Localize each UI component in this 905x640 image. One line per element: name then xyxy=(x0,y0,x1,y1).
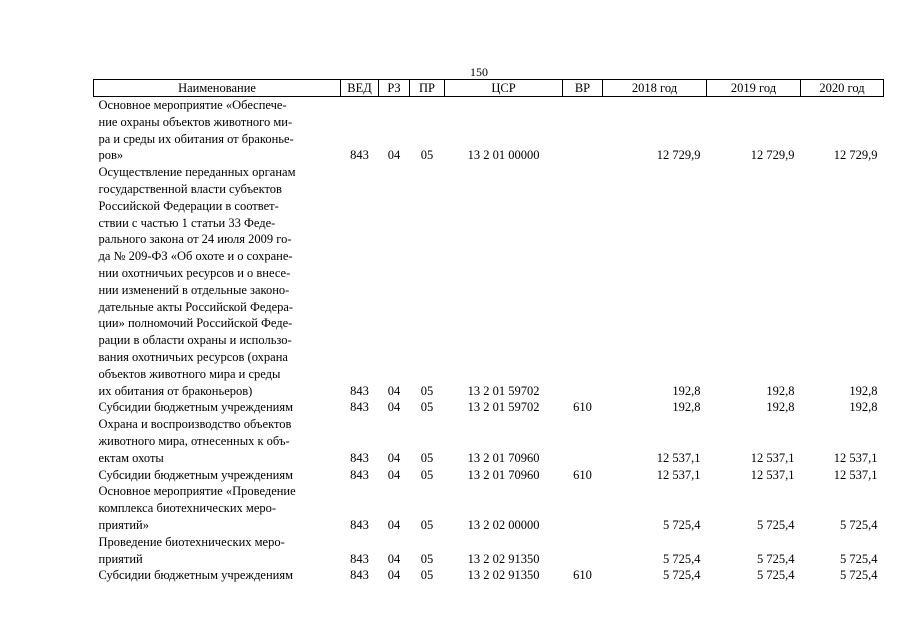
row-2019-value: 5 725,4 xyxy=(757,551,795,566)
row-pr: 05 xyxy=(420,148,434,163)
header-2019: 2019 год xyxy=(707,80,801,97)
row-vr xyxy=(563,164,603,399)
row-rz: 04 xyxy=(387,517,401,532)
row-ved: 843 xyxy=(350,400,369,415)
row-rz: 04 xyxy=(387,551,401,566)
header-2018: 2018 год xyxy=(603,80,707,97)
row-2020-value: 5 725,4 xyxy=(840,551,878,566)
row-name: Субсидии бюджетным учреждениям xyxy=(98,400,294,415)
row-2018-value: 5 725,4 xyxy=(663,517,701,532)
table-row xyxy=(94,164,884,399)
row-2018-value: 192,8 xyxy=(672,383,701,398)
row-rz: 04 xyxy=(387,383,401,398)
row-pr: 05 xyxy=(420,400,434,415)
row-2018-value: 192,8 xyxy=(672,400,701,415)
row-rz: 04 xyxy=(387,568,401,583)
row-rz: 04 xyxy=(387,148,401,163)
row-csr: 13 2 02 91350 xyxy=(467,568,540,583)
row-vr xyxy=(563,483,603,533)
table-header-row xyxy=(94,80,884,97)
budget-table xyxy=(93,79,884,584)
row-vr xyxy=(563,534,603,568)
row-name: Субсидии бюджетным учреждениям xyxy=(98,568,294,583)
row-name: Охрана и воспроизводство объектов животного мира, отнесенных к объ- ектам охоты xyxy=(98,417,292,465)
row-2018-value: 5 725,4 xyxy=(663,568,701,583)
row-2019-value: 12 537,1 xyxy=(750,450,795,465)
row-csr: 13 2 01 00000 xyxy=(467,148,540,163)
row-2019-value: 5 725,4 xyxy=(757,517,795,532)
row-csr: 13 2 01 59702 xyxy=(467,400,540,415)
row-2018-value: 12 537,1 xyxy=(656,450,701,465)
row-2020-value: 5 725,4 xyxy=(840,568,878,583)
row-ved: 843 xyxy=(350,148,369,163)
row-2020-value: 12 537,1 xyxy=(833,450,878,465)
header-ved: ВЕД xyxy=(341,80,379,97)
table-row xyxy=(94,534,884,568)
row-2020-value: 5 725,4 xyxy=(840,517,878,532)
table-row xyxy=(94,483,884,533)
row-csr: 13 2 01 70960 xyxy=(467,450,540,465)
row-ved: 843 xyxy=(350,383,369,398)
row-ved: 843 xyxy=(350,551,369,566)
row-pr: 05 xyxy=(420,551,434,566)
row-csr: 13 2 02 91350 xyxy=(467,551,540,566)
table-row xyxy=(94,416,884,466)
row-csr: 13 2 02 00000 xyxy=(467,517,540,532)
row-2020-value: 12 729,9 xyxy=(833,148,878,163)
row-vr: 610 xyxy=(573,467,592,482)
row-2018-value: 12 537,1 xyxy=(656,467,701,482)
row-2020-value: 192,8 xyxy=(849,383,878,398)
page-number: 150 xyxy=(470,65,488,79)
row-vr xyxy=(563,97,603,165)
row-name: Проведение биотехнических меро- приятий xyxy=(98,534,285,566)
row-ved: 843 xyxy=(350,517,369,532)
table-row xyxy=(94,399,884,416)
row-2019-value: 12 729,9 xyxy=(750,148,795,163)
header-csr: ЦСР xyxy=(445,80,563,97)
row-2019-value: 192,8 xyxy=(766,400,795,415)
row-ved: 843 xyxy=(350,450,369,465)
row-name: Основное мероприятие «Обеспече- ние охраны объектов животного ми- ра и среды их обитания от браконье- ров» xyxy=(98,98,294,163)
row-pr: 05 xyxy=(420,383,434,398)
row-rz: 04 xyxy=(387,400,401,415)
row-pr: 05 xyxy=(420,450,434,465)
row-name: Субсидии бюджетным учреждениям xyxy=(98,467,294,482)
table-row xyxy=(94,567,884,584)
row-2018-value: 12 729,9 xyxy=(656,148,701,163)
table-row xyxy=(94,467,884,484)
row-pr: 05 xyxy=(420,467,434,482)
row-2019-value: 192,8 xyxy=(766,383,795,398)
row-vr: 610 xyxy=(573,400,592,415)
row-pr: 05 xyxy=(420,517,434,532)
table-body xyxy=(94,97,884,585)
header-pr: ПР xyxy=(410,80,445,97)
row-pr: 05 xyxy=(420,568,434,583)
row-ved: 843 xyxy=(350,467,369,482)
row-vr: 610 xyxy=(573,568,592,583)
row-2019-value: 5 725,4 xyxy=(757,568,795,583)
row-2018-value: 5 725,4 xyxy=(663,551,701,566)
header-vr: ВР xyxy=(563,80,603,97)
row-name: Основное мероприятие «Проведение комплекса биотехнических меро- приятий» xyxy=(98,484,296,532)
header-name: Наименование xyxy=(94,80,341,97)
header-2020: 2020 год xyxy=(801,80,884,97)
row-2019-value: 12 537,1 xyxy=(750,467,795,482)
row-ved: 843 xyxy=(350,568,369,583)
row-2020-value: 192,8 xyxy=(849,400,878,415)
row-vr xyxy=(563,416,603,466)
table-row xyxy=(94,97,884,165)
row-rz: 04 xyxy=(387,450,401,465)
row-2020-value: 12 537,1 xyxy=(833,467,878,482)
row-csr: 13 2 01 59702 xyxy=(467,383,540,398)
row-name: Осуществление переданных органам государственной власти субъектов Российской Федерации в соответ- ствии с частью 1 статьи 33 Феде- рального закона от 24 июля 2009 го- да № 209-ФЗ «Об охоте и о сохране- нии охотничьих ресурсов и о внесе- нии изменений в отдельные законо- дательные акты Российской Федера- ции» полномочий Российской Феде- рации в области охраны и использо- вания охотничьих ресурсов (охрана объектов животного мира и среды их обитания от браконьеров) xyxy=(98,165,296,398)
header-rz: РЗ xyxy=(379,80,410,97)
row-rz: 04 xyxy=(387,467,401,482)
row-csr: 13 2 01 70960 xyxy=(467,467,540,482)
